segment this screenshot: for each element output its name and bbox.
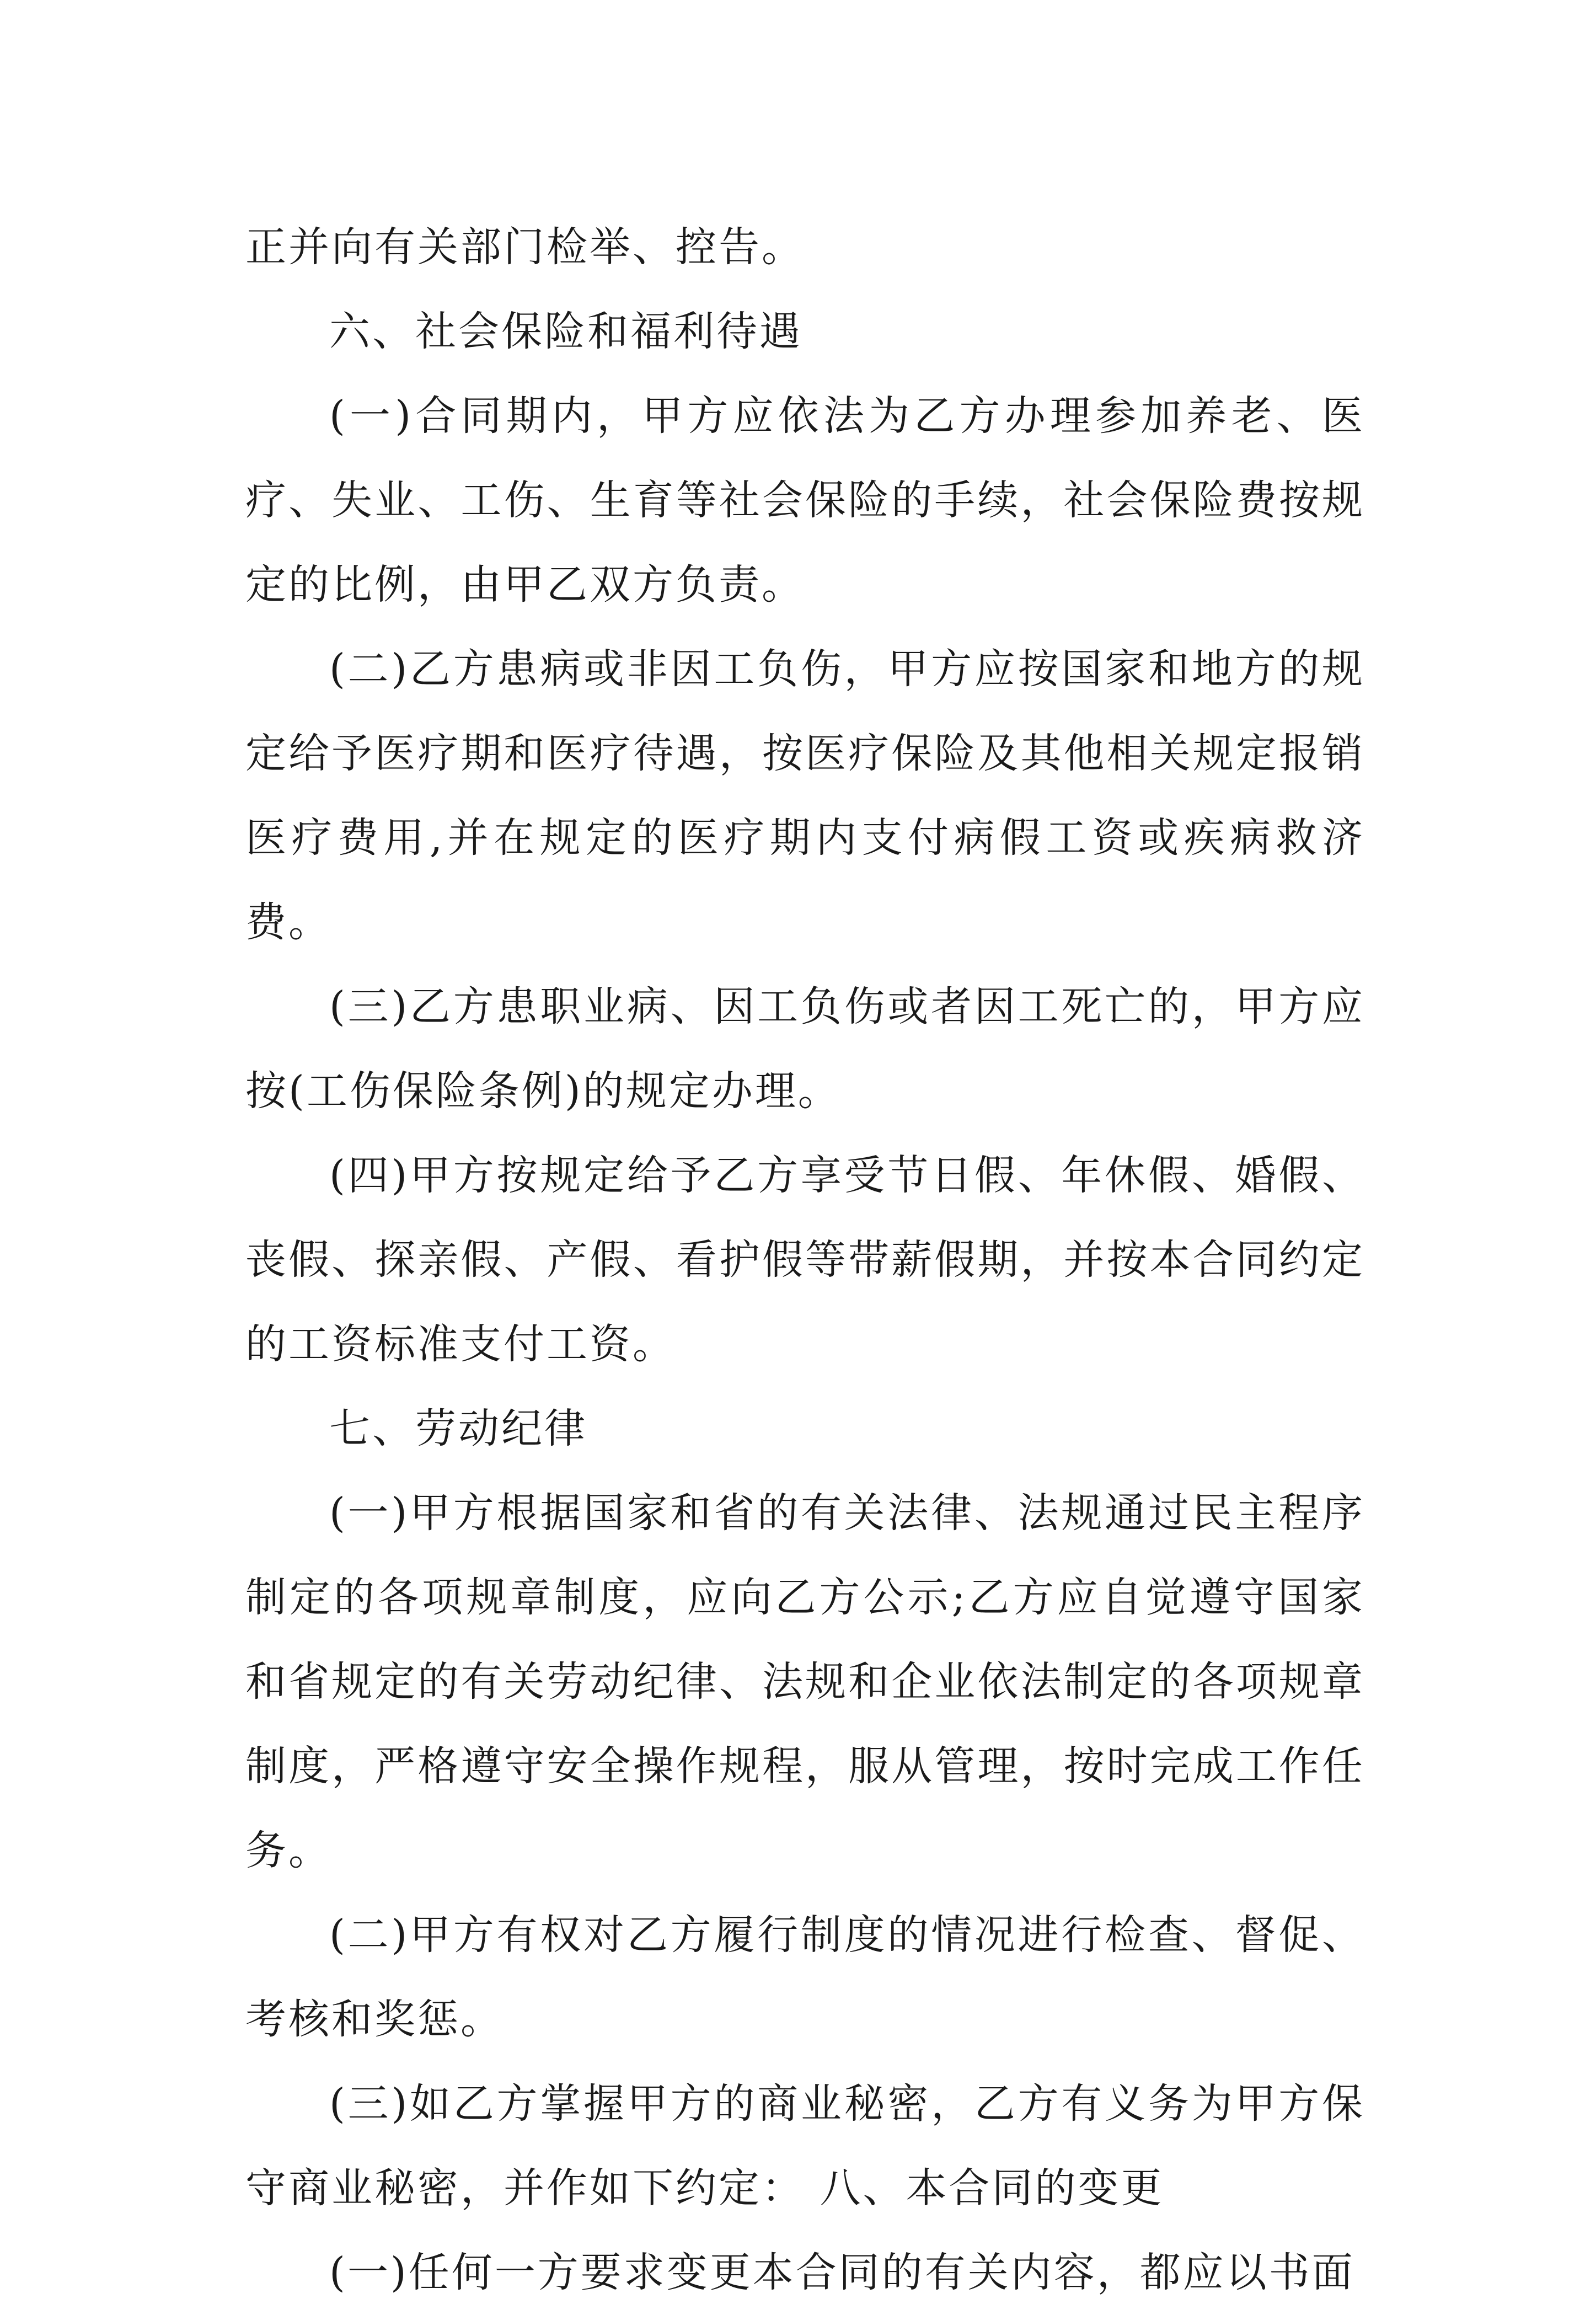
document-page	[245, 205, 1365, 2315]
clause-6-1: (一)合同期内，甲方应依法为乙方办理参加养老、医疗、失业、工伤、生育等社会保险的手续，社会保险费按规定的比例，由甲乙双方负责。	[245, 392, 1365, 608]
clause-7-1: (一)甲方根据国家和省的有关法律、法规通过民主程序制定的各项规章制度，应向乙方公示;乙方应自觉遵守国家和省规定的有关劳动纪律、法规和企业依法制定的各项规章制度，严格遵守安全操作规程，服从管理，按时完成工作任务。	[245, 1489, 1365, 1874]
section-heading-labor-discipline: 七、劳动纪律	[329, 1405, 587, 1452]
clause-6-4: (四)甲方按规定给予乙方享受节日假、年休假、婚假、丧假、探亲假、产假、看护假等带薪假期，并按本合同约定的工资标准支付工资。	[245, 1152, 1365, 1368]
clause-7-2: (二)甲方有权对乙方履行制度的情况进行检查、督促、考核和奖惩。	[245, 1911, 1365, 2043]
section-heading-social-insurance: 六、社会保险和福利待遇	[329, 308, 802, 355]
clause-6-2: (二)乙方患病或非因工负伤，甲方应按国家和地方的规定给予医疗期和医疗待遇，按医疗保险及其他相关规定报销医疗费用,并在规定的医疗期内支付病假工资或疾病救济费。	[245, 645, 1365, 946]
paragraph-continuation: 正并向有关部门检举、控告。	[245, 223, 805, 271]
clause-8-1: (一)任何一方要求变更本合同的有关内容，都应以书面	[329, 2249, 1355, 2296]
clause-6-3: (三)乙方患职业病、因工负伤或者因工死亡的，甲方应按(工伤保险条例)的规定办理。	[245, 983, 1365, 1115]
clause-7-3: (三)如乙方掌握甲方的商业秘密，乙方有义务为甲方保守商业秘密，并作如下约定： 八、本合同的变更	[245, 2080, 1365, 2212]
